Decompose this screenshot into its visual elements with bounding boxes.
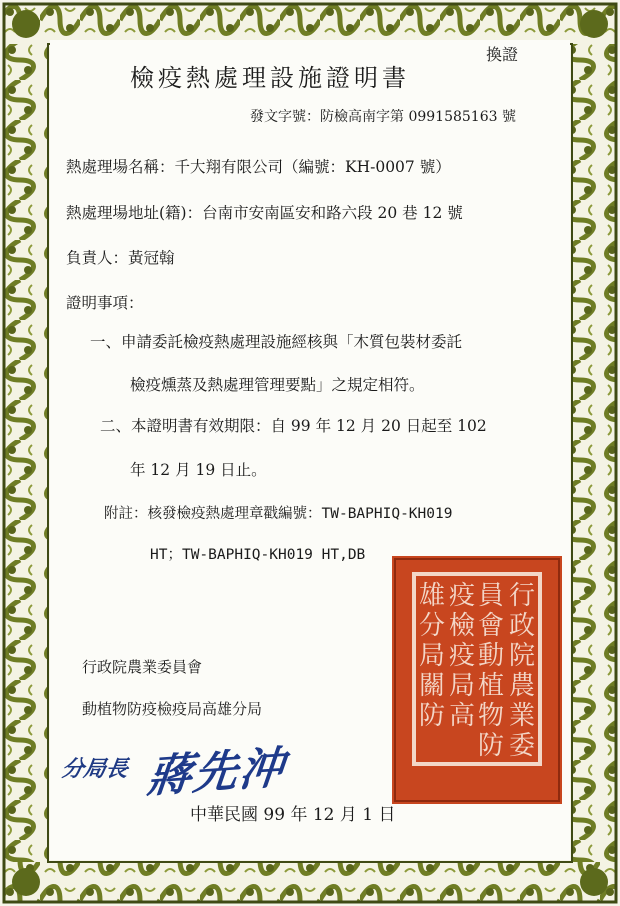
seal-character: 關 bbox=[418, 671, 446, 701]
item-1-line-2: 檢疫燻蒸及熱處理管理要點」之規定相符。 bbox=[130, 376, 425, 394]
reissue-mark: 換證 bbox=[486, 45, 519, 64]
seal-character: 農 bbox=[508, 671, 536, 701]
issue-date: 中華民國 99 年 12 月 1 日 bbox=[190, 805, 396, 825]
seal-character: 委 bbox=[508, 731, 536, 761]
seal-character: 雄 bbox=[418, 581, 446, 611]
seal-character: 員 bbox=[477, 581, 505, 611]
certificate-title: 檢疫熱處理設施證明書 bbox=[130, 64, 410, 92]
seal-character: 會 bbox=[477, 611, 505, 641]
item-1-line-1: 一、申請委託檢疫熱處理設施經核與「木質包裝材委託 bbox=[90, 333, 463, 351]
seal-character: 植 bbox=[477, 671, 505, 701]
organization-line-1: 行政院農業委員會 bbox=[82, 658, 203, 676]
item-2-line-1: 二、本證明書有效期限：自 99 年 12 月 20 日起至 102 bbox=[100, 417, 487, 435]
seal-character: 局 bbox=[418, 641, 446, 671]
item-2-line-2: 年 12 月 19 日止。 bbox=[130, 461, 267, 479]
document-number: 發文字號：防檢高南字第 0991585163 號 bbox=[250, 109, 516, 125]
signer-role: 分局長 bbox=[59, 756, 130, 782]
seal-character: 疫 bbox=[448, 641, 476, 671]
seal-character: 物 bbox=[477, 701, 505, 731]
person-in-charge: 負責人：黃冠翰 bbox=[66, 249, 175, 267]
seal-character: 分 bbox=[418, 611, 446, 641]
seal-character: 動 bbox=[477, 641, 505, 671]
note-line-2: HT；TW-BAPHIQ-KH019 HT,DB bbox=[150, 547, 366, 563]
seal-character: 院 bbox=[508, 641, 536, 671]
facility-address: 熱處理場地址(籍)：台南市安南區安和路六段 20 巷 12 號 bbox=[66, 204, 463, 222]
facility-name: 熱處理場名稱：千大翔有限公司（編號：KH-0007 號） bbox=[66, 158, 451, 176]
seal-character: 疫 bbox=[448, 581, 476, 611]
seal-character: 政 bbox=[508, 611, 536, 641]
signer-signature: 蔣先沖 bbox=[144, 741, 289, 804]
organization-line-2: 動植物防疫檢疫局高雄分局 bbox=[82, 700, 263, 718]
seal-character: 防 bbox=[477, 731, 505, 761]
seal-character: 業 bbox=[508, 701, 536, 731]
seal-character: 防 bbox=[418, 701, 446, 731]
seal-character: 行 bbox=[508, 581, 536, 611]
seal-character: 高 bbox=[448, 701, 476, 731]
seal-character: 局 bbox=[448, 671, 476, 701]
note-line-1: 附註：核發檢疫熱處理章戳編號：TW-BAPHIQ-KH019 bbox=[104, 506, 453, 522]
seal-character: 檢 bbox=[448, 611, 476, 641]
official-seal bbox=[392, 556, 562, 804]
matters-heading: 證明事項： bbox=[66, 294, 144, 312]
